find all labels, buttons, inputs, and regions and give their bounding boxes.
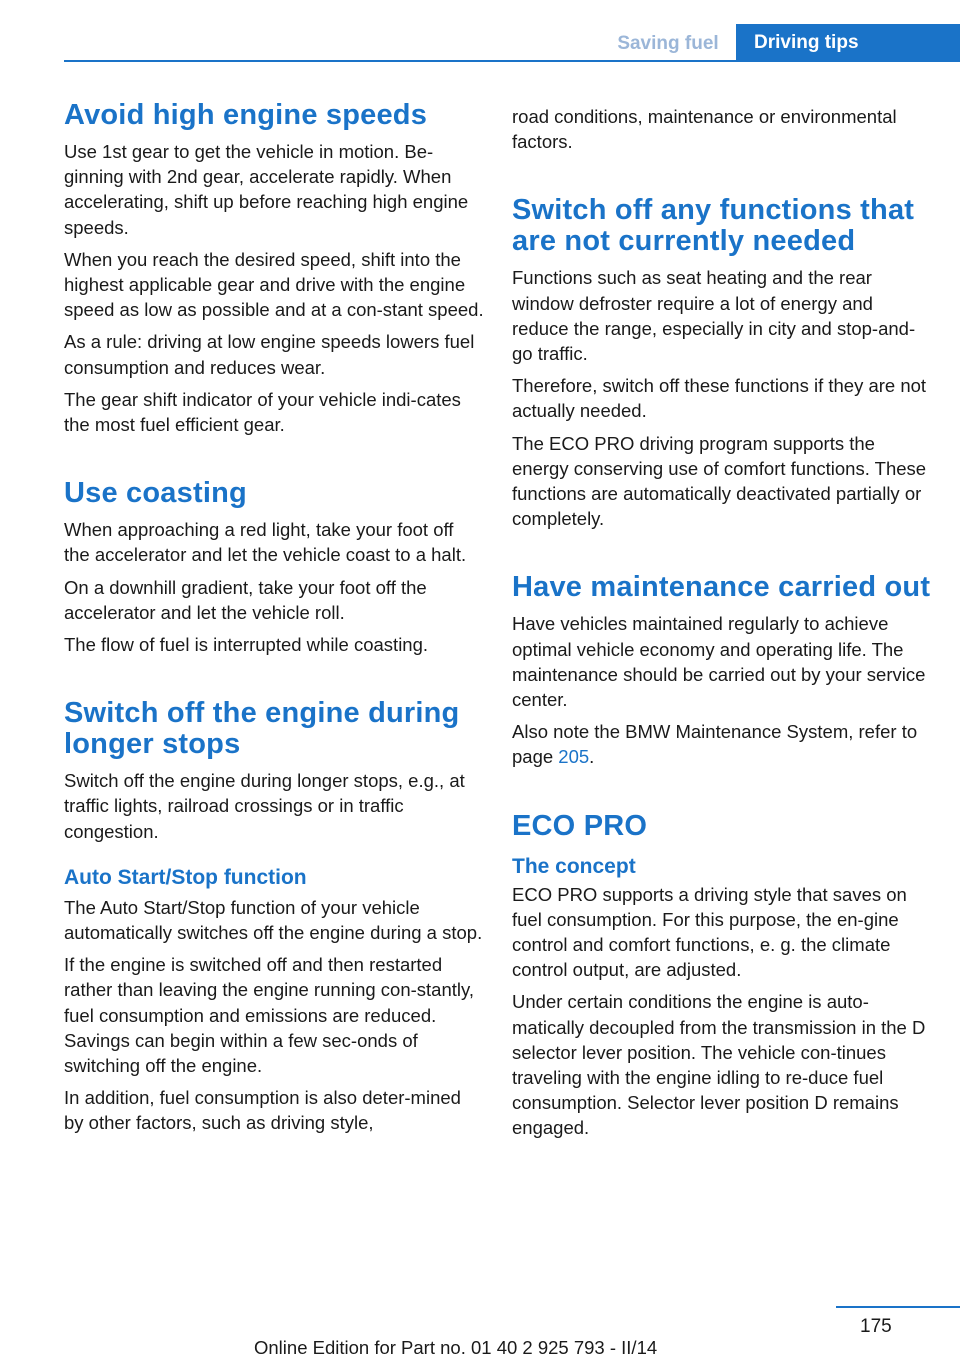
right-column — [512, 104, 932, 1148]
header-divider — [64, 60, 960, 62]
page-number: 175 — [860, 1316, 892, 1337]
page-link-205[interactable]: 205 — [558, 746, 590, 768]
footer-divider — [836, 1306, 960, 1308]
paragraph: If the engine is switched off and then restarted rather than leaving the engine running con-stantly, fuel consumption and emissions are reduced. Savings can begin within a few sec-onds of switching off the engine. — [64, 954, 475, 1077]
paragraph: The gear shift indicator of your vehicle indi-cates the most fuel efficient gear. — [64, 388, 461, 436]
paragraph: Have vehicles maintained regularly to achieve optimal vehicle economy and operating life. The maintenance should be carried out by your service center. — [512, 613, 926, 711]
paragraph: The ECO PRO driving program supports the energy conserving use of comfort functions. These functions are automatically deactivated partially or completely. — [512, 432, 927, 530]
reference-text: Also note the BMW Maintenance System, refer to page — [512, 721, 918, 768]
header-chapter-tab[interactable]: Driving tips — [736, 24, 960, 62]
subheading-auto-start-stop: Auto Start/Stop function — [64, 865, 307, 889]
heading-switch-off-functions: Switch off any functions that are not currently needed — [512, 194, 915, 258]
heading-avoid-high-engine-speeds: Avoid high engine speeds — [64, 99, 428, 131]
paragraph: ECO PRO supports a driving style that saves on fuel consumption. For this purpose, the en-gine control and comfort functions, e. g. the climate control output, are adjusted. — [512, 883, 907, 981]
heading-have-maintenance: Have maintenance carried out — [512, 571, 931, 604]
paragraph: As a rule: driving at low engine speeds lowers fuel consumption and reduces wear. — [64, 331, 475, 378]
paragraph: On a downhill gradient, take your foot off the accelerator and let the vehicle roll. — [64, 576, 427, 623]
paragraph: When approaching a red light, take your foot off the accelerator and let the vehicle coast to a halt. — [64, 519, 467, 566]
heading-eco-pro: ECO PRO — [512, 809, 648, 842]
reference-period: . — [589, 746, 595, 768]
paragraph-page-reference — [512, 719, 932, 769]
paragraph: The Auto Start/Stop function of your vehicle automatically switches off the engine during a stop. — [64, 896, 483, 944]
heading-switch-off-engine: Switch off the engine during longer stops — [64, 697, 460, 761]
paragraph: In addition, fuel consumption is also deter-mined by other factors, such as driving style, — [64, 1087, 461, 1134]
paragraph: Switch off the engine during longer stops, e.g., at traffic lights, railroad crossings or in traffic congestion. — [64, 770, 465, 842]
paragraph: The flow of fuel is interrupted while coasting. — [64, 634, 429, 656]
paragraph: road conditions, maintenance or environmental factors. — [512, 106, 897, 153]
paragraph: Therefore, switch off these functions if they are not actually needed. — [512, 375, 927, 422]
paragraph: Use 1st gear to get the vehicle in motion. Be-ginning with 2nd gear, accelerate rapidly. When accelerating, shift up before reaching high engine speeds. — [64, 141, 469, 238]
paragraph: Under certain conditions the engine is auto-matically decoupled from the transmission in the D selector lever position. The vehicle con-tinues traveling with the engine idling to re-duce fuel consumption. Selector lever position D remains engaged. — [512, 991, 926, 1139]
paragraph: When you reach the desired speed, shift into the highest applicable gear and drive with the engine speed as low as possible and at a con-stant speed. — [64, 248, 484, 321]
footer-edition: Online Edition for Part no. 01 40 2 925 793 - II/14 — [254, 1337, 658, 1358]
paragraph: Functions such as seat heating and the rear window defroster require a lot of energy and reduce the range, especially in city and stop-and-go traffic. — [512, 267, 916, 365]
subheading-the-concept: The concept — [512, 854, 636, 878]
heading-use-coasting: Use coasting — [64, 477, 247, 510]
left-column — [64, 100, 484, 1143]
header-section-tab[interactable]: Saving fuel — [617, 33, 719, 54]
